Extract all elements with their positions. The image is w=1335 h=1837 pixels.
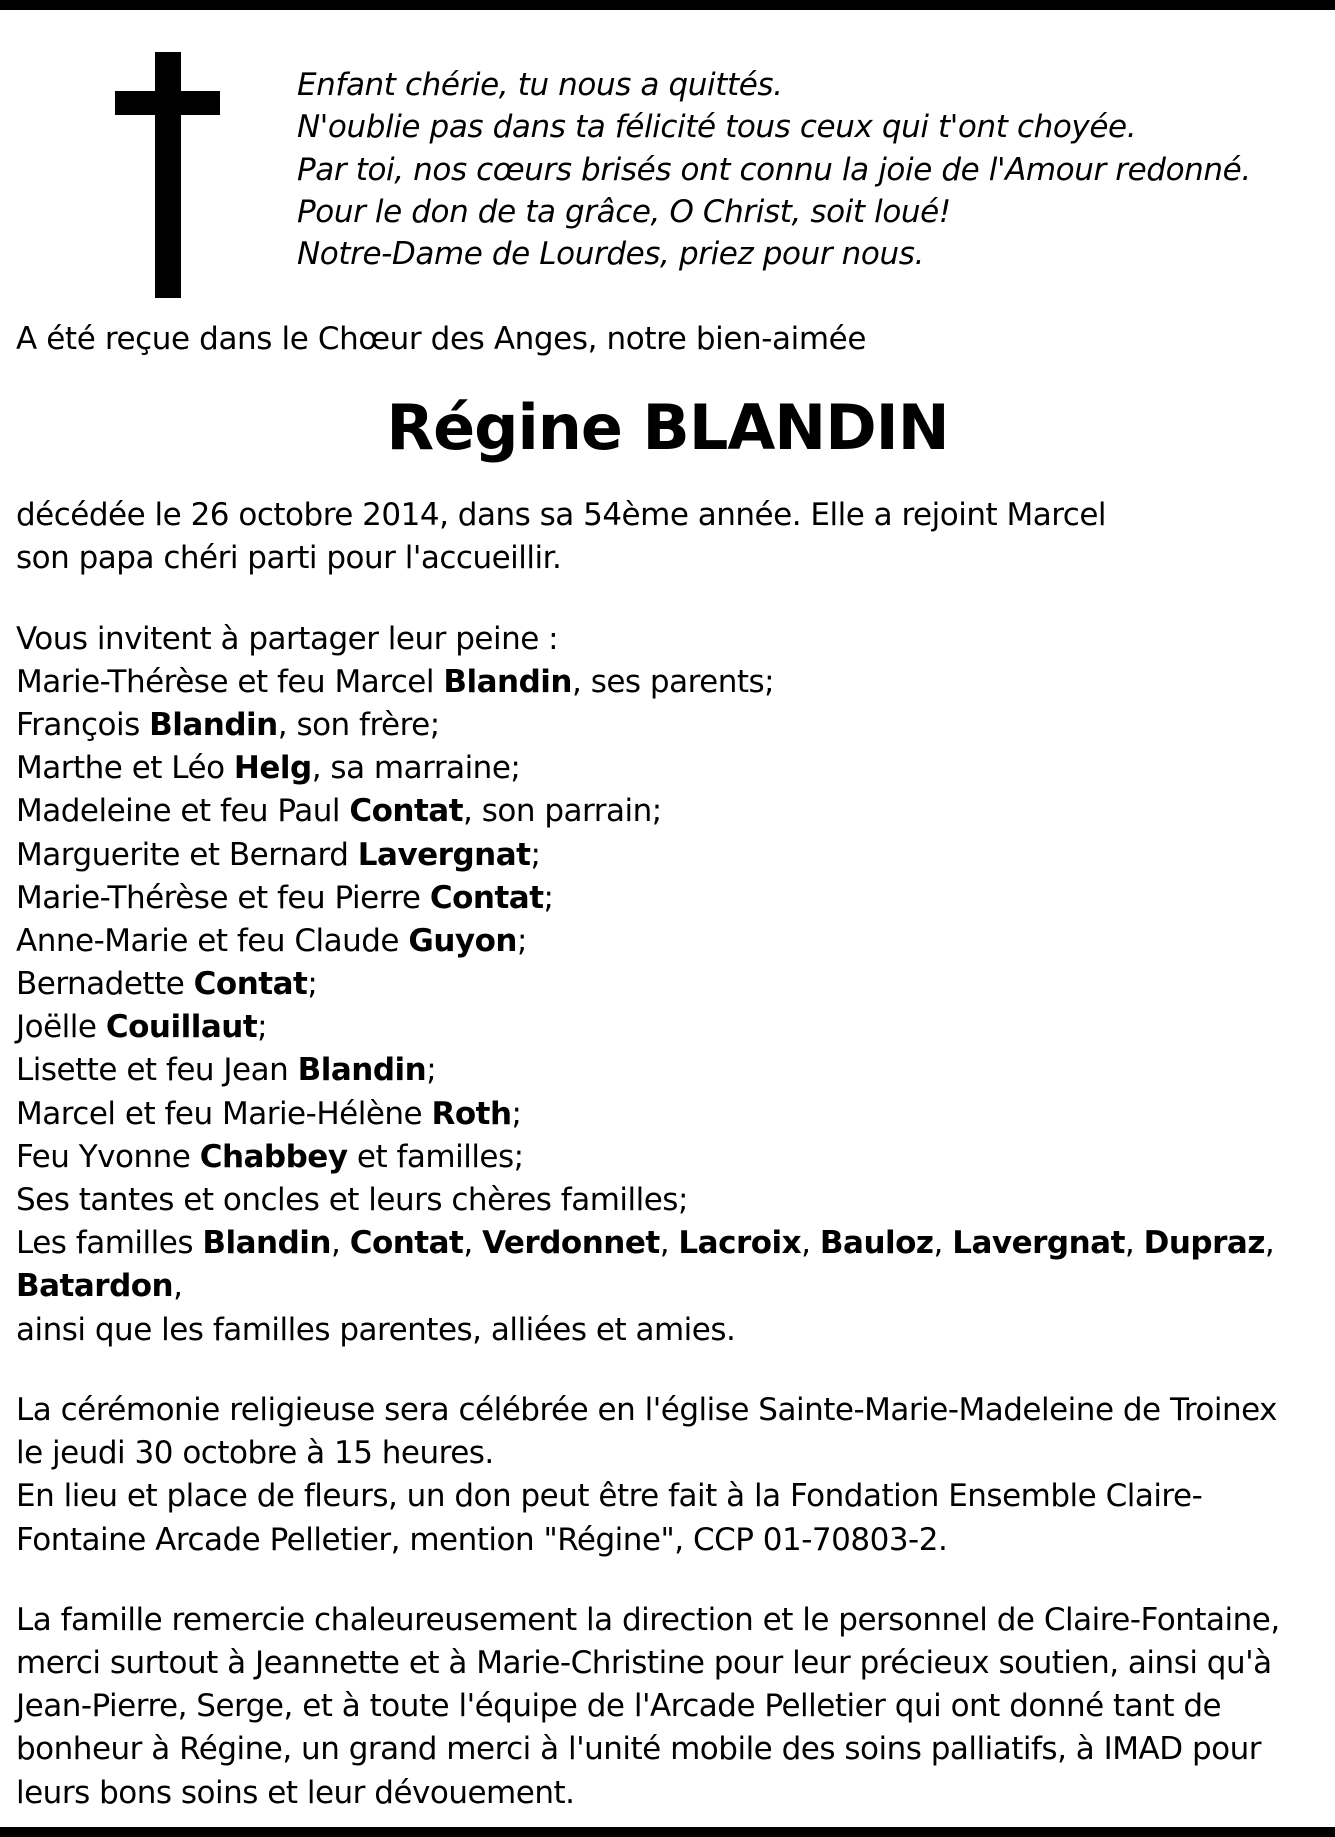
bottom-border: [0, 1827, 1335, 1837]
family-entry: Marcel et feu Marie-Hélène Roth;: [16, 1095, 522, 1132]
poem-line: Enfant chérie, tu nous a quittés.: [297, 67, 783, 103]
family-surname: Guyon: [408, 922, 517, 959]
family-surname: Bauloz: [819, 1225, 934, 1262]
poem-line: Par toi, nos cœurs brisés ont connu la joie de l'Amour redonné.: [297, 151, 1251, 188]
families-line: Les familles Blandin, Contat, Verdonnet, Lacroix, Bauloz, Lavergnat, Dupraz,: [16, 1225, 1275, 1262]
family-entry: Feu Yvonne Chabbey et familles;: [16, 1138, 524, 1175]
family-entry: Marguerite et Bernard Lavergnat;: [16, 836, 541, 873]
announcement-body: [16, 494, 1326, 1815]
family-surname: Blandin: [443, 663, 572, 700]
family-entry: Marie-Thérèse et feu Marcel Blandin, ses parents;: [16, 663, 775, 700]
closing-line: ainsi que les familles parentes, alliées et amies.: [16, 1311, 736, 1348]
family-entry: Marthe et Léo Helg, sa marraine;: [16, 750, 521, 787]
family-surname: Roth: [431, 1095, 512, 1132]
deceased-name: Régine BLANDIN: [386, 391, 949, 464]
family-surname: Lavergnat: [357, 836, 531, 873]
death-line: son papa chéri parti pour l'accueillir.: [16, 540, 562, 577]
aunts-uncles-line: Ses tantes et oncles et leurs chères familles;: [16, 1182, 688, 1218]
family-surname: Contat: [429, 879, 544, 916]
families-line: Batardon,: [16, 1268, 183, 1305]
family-surname: Couillaut: [105, 1009, 258, 1046]
family-surname: Helg: [233, 750, 312, 787]
thanks-line: merci surtout à Jeannette et à Marie-Christine pour leur précieux soutien, ainsi qu'à: [16, 1645, 1272, 1682]
family-surname: Contat: [349, 1225, 464, 1262]
thanks-line: Jean-Pierre, Serge, et à toute l'équipe de l'Arcade Pelletier qui ont donné tant de: [16, 1688, 1222, 1725]
intro-text: A été reçue dans le Chœur des Anges, notre bien-aimée: [16, 321, 867, 357]
family-heading: Vous invitent à partager leur peine :: [16, 620, 559, 657]
family-surname: Dupraz: [1143, 1225, 1265, 1262]
top-border: [0, 0, 1335, 10]
family-surname: Blandin: [149, 706, 278, 743]
family-surname: Contat: [349, 793, 464, 830]
family-surname: Lacroix: [678, 1225, 802, 1262]
family-surname: Contat: [193, 966, 308, 1003]
family-entry: Anne-Marie et feu Claude Guyon;: [16, 922, 527, 959]
family-entry: Bernadette Contat;: [16, 966, 318, 1003]
ceremony-line: le jeudi 30 octobre à 15 heures.: [16, 1435, 494, 1472]
death-line: décédée le 26 octobre 2014, dans sa 54ème année. Elle a rejoint Marcel: [16, 497, 1107, 533]
poem-line: Notre-Dame de Lourdes, priez pour nous.: [297, 236, 924, 273]
poem: [297, 64, 1307, 275]
family-surname: Chabbey: [199, 1138, 348, 1175]
family-surname: Verdonnet: [482, 1225, 660, 1262]
family-surname: Blandin: [202, 1225, 331, 1262]
family-entry: François Blandin, son frère;: [16, 706, 440, 743]
thanks-line: La famille remercie chaleureusement la direction et le personnel de Claire-Fontaine,: [16, 1601, 1280, 1638]
thanks-line: bonheur à Régine, un grand merci à l'unité mobile des soins palliatifs, à IMAD pour: [16, 1731, 1261, 1768]
donation-line: Fontaine Arcade Pelletier, mention "Régine", CCP 01-70803-2.: [16, 1521, 948, 1558]
ceremony-line: La cérémonie religieuse sera célébrée en l'église Sainte-Marie-Madeleine de Troinex: [16, 1391, 1278, 1428]
family-entry: Lisette et feu Jean Blandin;: [16, 1052, 437, 1089]
family-surname: Lavergnat: [952, 1225, 1125, 1262]
cross-icon: [115, 52, 220, 298]
family-list: [16, 661, 1326, 1179]
family-entry: Marie-Thérèse et feu Pierre Contat;: [16, 879, 554, 916]
thanks-line: leurs bons soins et leur dévouement.: [16, 1774, 575, 1811]
poem-line: N'oublie pas dans ta félicité tous ceux qui t'ont choyée.: [297, 109, 1137, 146]
poem-line: Pour le don de ta grâce, O Christ, soit loué!: [297, 193, 951, 230]
family-entry: Joëlle Couillaut;: [16, 1009, 268, 1046]
donation-line: En lieu et place de fleurs, un don peut être fait à la Fondation Ensemble Claire-: [16, 1478, 1203, 1515]
family-surname: Blandin: [297, 1052, 427, 1089]
family-entry: Madeleine et feu Paul Contat, son parrain;: [16, 793, 662, 830]
family-surname: Batardon: [16, 1268, 174, 1305]
